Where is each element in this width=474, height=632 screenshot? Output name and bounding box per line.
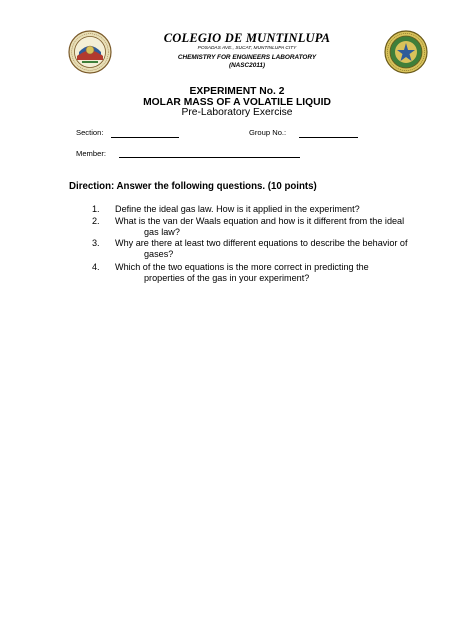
- group-number-blank[interactable]: [299, 137, 358, 138]
- question-number: 3.: [92, 238, 100, 248]
- question-text: [115, 204, 415, 215]
- question-line-continued: gases?: [144, 249, 174, 260]
- group-number-label: Group No.:: [249, 128, 287, 137]
- course-code: (NASC2011): [228, 62, 266, 69]
- college-seal-left-icon: [68, 30, 112, 74]
- school-address: POSADAS AVE., SUCAT, MUNTINLUPA CITY: [197, 46, 297, 51]
- question-number: 4.: [92, 262, 100, 272]
- direction-heading: Direction: Answer the following questions. (10 points): [69, 181, 317, 192]
- member-label: Member:: [76, 149, 106, 158]
- question-number: 1.: [92, 204, 100, 214]
- question-line: Which of the two equations is the more correct in predicting the: [115, 262, 369, 272]
- exercise-subtitle: Pre-Laboratory Exercise: [181, 107, 293, 118]
- section-label: Section:: [76, 128, 104, 137]
- course-title: CHEMISTRY FOR ENGINEERS LABORATORY: [177, 54, 317, 61]
- experiment-number: EXPERIMENT No. 2: [189, 86, 285, 97]
- school-name: COLEGIO DE MUNTINLUPA: [163, 31, 331, 45]
- question-line-continued: gas law?: [144, 227, 180, 238]
- question-text: [115, 238, 415, 260]
- section-blank[interactable]: [111, 137, 179, 138]
- question-number: 2.: [92, 216, 100, 226]
- question-line: Define the ideal gas law. How is it applied in the experiment?: [115, 204, 360, 214]
- question-line: What is the van der Waals equation and how is it different from the ideal: [115, 216, 405, 226]
- experiment-title: MOLAR MASS OF A VOLATILE LIQUID: [143, 97, 331, 108]
- question-line: Why are there at least two different equations to describe the behavior of: [115, 238, 408, 248]
- question-line-continued: properties of the gas in your experiment?: [144, 273, 310, 284]
- member-blank[interactable]: [119, 157, 300, 158]
- question-text: [115, 216, 415, 238]
- question-text: [115, 262, 415, 284]
- college-seal-right-icon: [384, 30, 428, 74]
